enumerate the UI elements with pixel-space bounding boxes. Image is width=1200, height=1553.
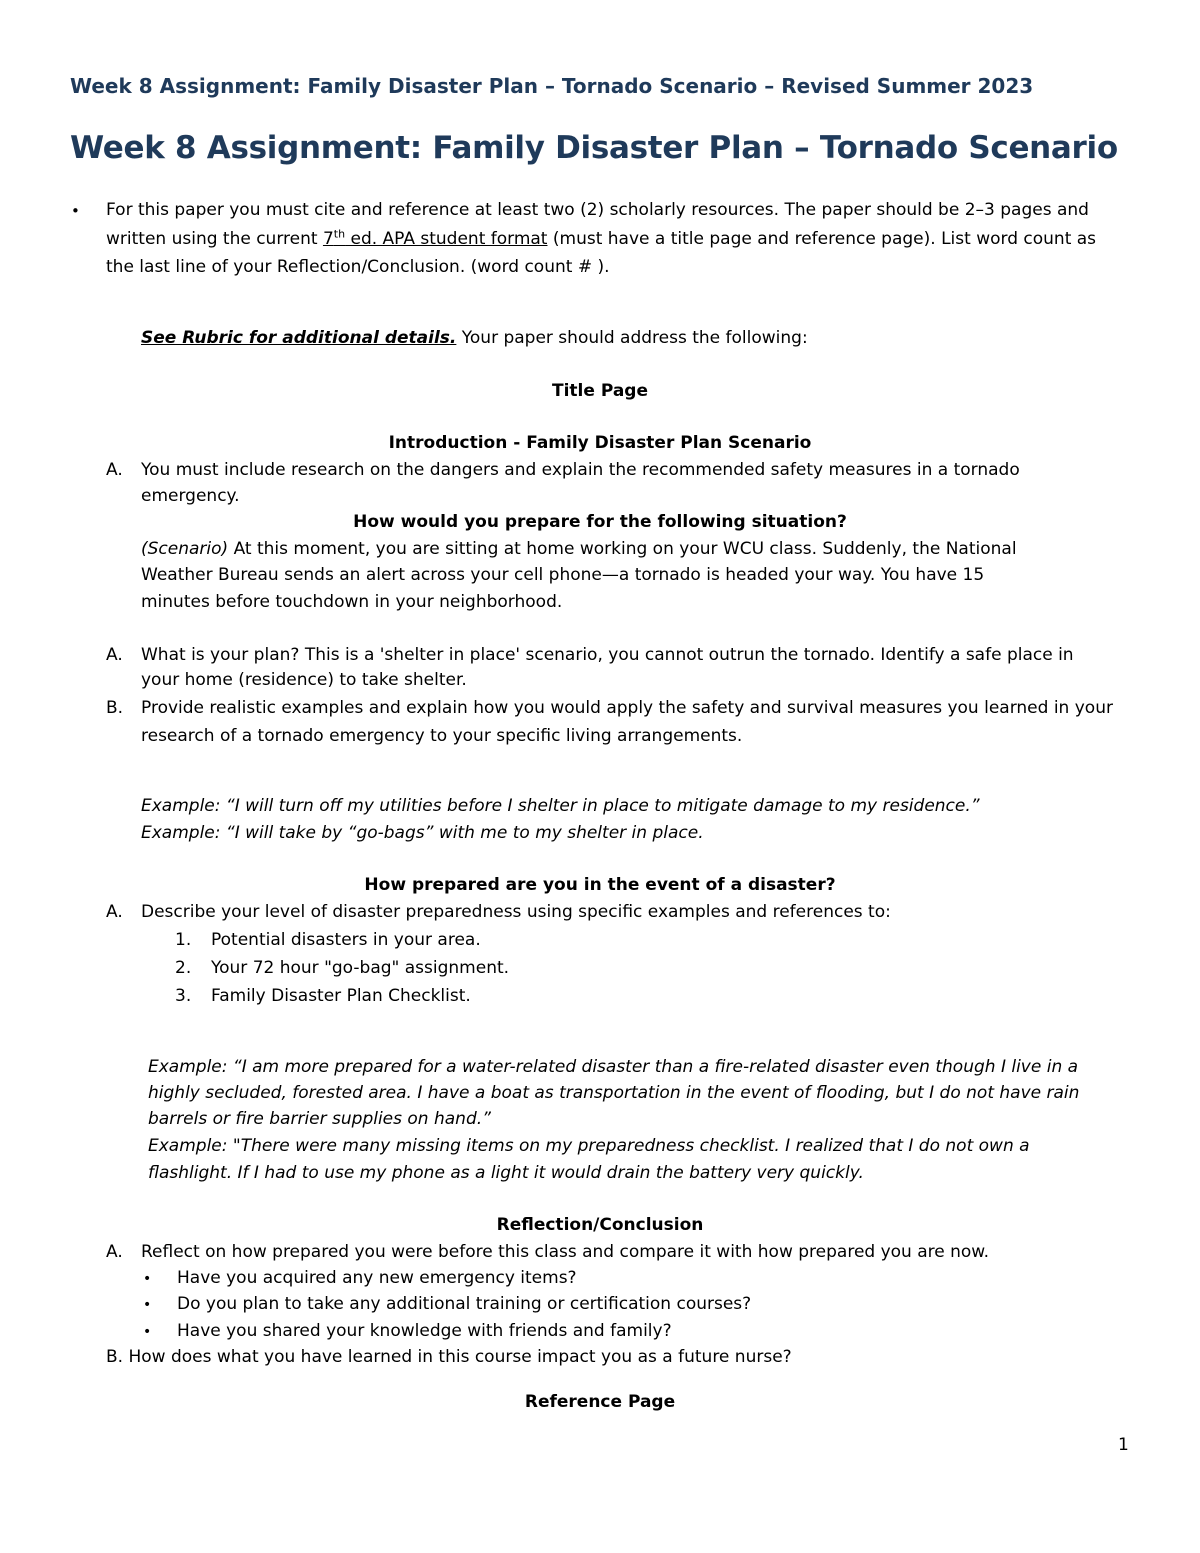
plan-example-1: Example: “I will turn off my utilities before I shelter in place to mitigate damage to my residence.” xyxy=(141,796,980,816)
plan-item-b-line-2: research of a tornado emergency to your specific living arrangements. xyxy=(141,726,743,746)
preparedness-example-line-1: Example: “I am more prepared for a water-related disaster than a fire-related disaster even though I live in a xyxy=(148,1057,1079,1077)
preparedness-example-line-2: highly secluded, forested area. I have a boat as transportation in the event of flooding, but I do not have rain xyxy=(148,1083,1080,1103)
preparedness-example-line-3: barrels or fire barrier supplies on hand.” xyxy=(148,1109,491,1129)
instructions-line-2-end: (must have a title page and reference page). List word count as xyxy=(547,229,1097,249)
reflection-item-b: B. How does what you have learned in this course impact you as a future nurse? xyxy=(106,1347,792,1367)
plan-item-a-line-1: What is your plan? This is a 'shelter in place' scenario, you cannot outrun the tornado. Identify a safe place in xyxy=(141,645,1074,665)
reflection-item-a-marker: A. xyxy=(106,1242,123,1262)
apa-edition-suffix: th xyxy=(333,227,346,241)
preparedness-heading: How prepared are you in the event of a disaster? xyxy=(364,875,836,895)
preparedness-item-a-text: Describe your level of disaster preparedness using specific examples and references to: xyxy=(141,902,891,922)
preparedness-example-line-4: Example: "There were many missing items on my preparedness checklist. I realized that I do not own a xyxy=(148,1136,1030,1156)
scenario-line-3: minutes before touchdown in your neighborhood. xyxy=(141,592,563,612)
bullet-marker: • xyxy=(143,1297,152,1313)
reflection-item-a-text: Reflect on how prepared you were before this class and compare it with how prepared you are now. xyxy=(141,1242,990,1262)
reference-page-heading: Reference Page xyxy=(524,1392,676,1412)
plan-item-a-marker: A. xyxy=(106,645,123,665)
intro-item-a-line-1: You must include research on the dangers and explain the recommended safety measures in a tornado xyxy=(141,460,1020,480)
preparedness-list-number: 3. xyxy=(175,986,192,1006)
page-number: 1 xyxy=(1118,1435,1129,1455)
scenario-line-1 xyxy=(141,538,1017,560)
bullet-marker: • xyxy=(143,1271,152,1287)
preparedness-list-item: Your 72 hour "go-bag" assignment. xyxy=(211,958,510,978)
apa-format-link[interactable] xyxy=(323,229,548,249)
plan-item-a-line-2: your home (residence) to take shelter. xyxy=(141,670,467,690)
rubric-line xyxy=(141,327,808,349)
instructions-line-2 xyxy=(106,228,1096,250)
intro-item-a-marker: A. xyxy=(106,460,123,480)
bullet-marker: • xyxy=(143,1324,152,1340)
page-title: Week 8 Assignment: Family Disaster Plan – Tornado Scenario xyxy=(70,130,1118,166)
reflection-bullet-item: Have you shared your knowledge with friends and family? xyxy=(177,1321,672,1341)
running-header: Week 8 Assignment: Family Disaster Plan – Tornado Scenario – Revised Summer 2023 xyxy=(70,74,1034,98)
rubric-link[interactable]: See Rubric for additional details. xyxy=(141,328,457,348)
apa-format-text: ed. APA student format xyxy=(345,229,548,249)
preparedness-list-item: Potential disasters in your area. xyxy=(211,930,481,950)
scenario-line-2: Weather Bureau sends an alert across your cell phone—a tornado is headed your way. You have 15 xyxy=(141,565,985,585)
reflection-heading: Reflection/Conclusion xyxy=(496,1215,704,1235)
plan-item-b-marker: B. xyxy=(106,698,124,718)
reflection-bullet-item: Have you acquired any new emergency items? xyxy=(177,1268,577,1288)
rubric-text: Your paper should address the following: xyxy=(456,328,808,348)
preparedness-list-number: 2. xyxy=(175,958,192,978)
preparedness-list-item: Family Disaster Plan Checklist. xyxy=(211,986,471,1006)
instructions-line-1: For this paper you must cite and reference at least two (2) scholarly resources. The paper should be 2–3 pages and xyxy=(106,200,1089,220)
instructions-line-2-start: written using the current xyxy=(106,229,323,249)
title-page-heading: Title Page xyxy=(552,381,648,401)
bullet-marker: • xyxy=(71,202,80,220)
scenario-label: (Scenario) xyxy=(141,539,229,559)
scenario-line-1-text: At this moment, you are sitting at home working on your WCU class. Suddenly, the National xyxy=(228,539,1017,559)
apa-edition-number: 7 xyxy=(322,229,334,249)
reflection-bullet-item: Do you plan to take any additional training or certification courses? xyxy=(177,1294,752,1314)
instructions-line-3: the last line of your Reflection/Conclusion. (word count # ). xyxy=(106,257,610,277)
introduction-heading: Introduction - Family Disaster Plan Scenario xyxy=(388,433,812,453)
scenario-question: How would you prepare for the following situation? xyxy=(353,512,847,532)
intro-item-a-line-2: emergency. xyxy=(141,486,240,506)
plan-item-b-line-1: Provide realistic examples and explain how you would apply the safety and survival measures you learned in your xyxy=(141,698,1113,718)
plan-example-2: Example: “I will take by “go-bags” with me to my shelter in place. xyxy=(141,823,704,843)
preparedness-item-a-marker: A. xyxy=(106,902,123,922)
preparedness-example-line-5: flashlight. If I had to use my phone as a light it would drain the battery very quickly. xyxy=(148,1163,864,1183)
preparedness-list-number: 1. xyxy=(175,930,192,950)
